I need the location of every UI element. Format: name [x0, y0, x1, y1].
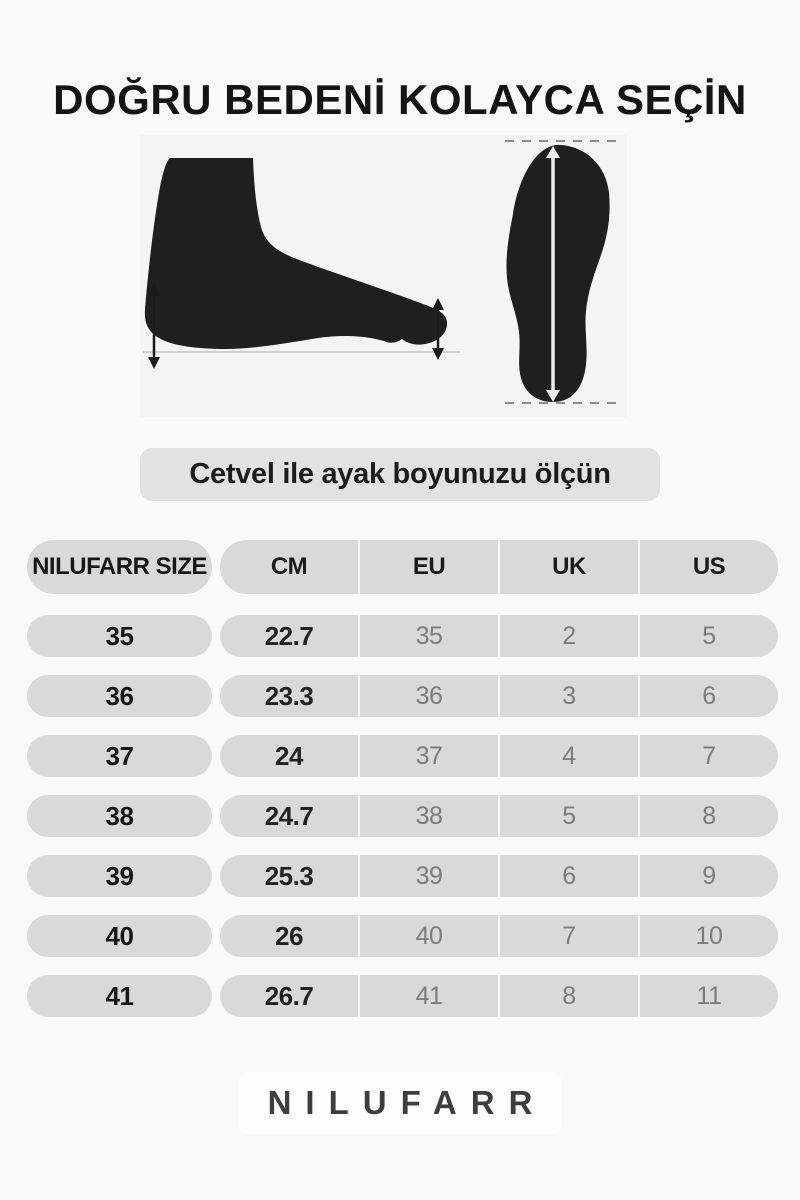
eu-cell: 37: [358, 735, 498, 777]
eu-cell: 39: [358, 855, 498, 897]
size-cell: 35: [27, 615, 212, 657]
table-row: [27, 975, 778, 1017]
size-cell: 36: [27, 675, 212, 717]
eu-cell: 35: [358, 615, 498, 657]
header-col-eu: EU: [358, 540, 498, 594]
us-cell: 11: [638, 975, 778, 1017]
instruction-label-text: Cetvel ile ayak boyunuzu ölçün: [189, 458, 611, 490]
cm-cell: 24.7: [264, 800, 314, 831]
foot-side-silhouette-icon: [145, 158, 447, 349]
cm-cell: 26.7: [264, 980, 314, 1011]
uk-cell: 3: [498, 675, 638, 717]
page-title: DOĞRU BEDENİ KOLAYCA SEÇİN: [53, 76, 747, 123]
table-row: [27, 795, 778, 837]
header-columns-block: [220, 540, 778, 594]
cm-cell: 22.7: [264, 620, 314, 651]
cm-cell: 24: [275, 740, 303, 771]
uk-cell: 8: [498, 975, 638, 1017]
table-row: [27, 615, 778, 657]
us-cell: 8: [638, 795, 778, 837]
brand-logo-container: [239, 1072, 561, 1134]
values-block: [220, 975, 778, 1017]
size-cell: 38: [27, 795, 212, 837]
foot-measurement-svg: [140, 135, 627, 417]
us-cell: 10: [638, 915, 778, 957]
eu-cell: 41: [358, 975, 498, 1017]
values-block: [220, 915, 778, 957]
size-cell: 41: [27, 975, 212, 1017]
uk-cell: 6: [498, 855, 638, 897]
uk-cell: 2: [498, 615, 638, 657]
table-row: [27, 735, 778, 777]
header-size-pill: [27, 540, 212, 594]
table-header-row: [27, 540, 778, 594]
size-cell: 37: [27, 735, 212, 777]
us-cell: 7: [638, 735, 778, 777]
table-row: [27, 915, 778, 957]
foot-measurement-illustration: [140, 135, 627, 417]
size-cell: 39: [27, 855, 212, 897]
us-cell: 6: [638, 675, 778, 717]
us-cell: 5: [638, 615, 778, 657]
header-size-label: NILUFARR SIZE: [32, 553, 207, 580]
values-block: [220, 795, 778, 837]
brand-logo: NILUFARR: [267, 1084, 547, 1121]
eu-cell: 38: [358, 795, 498, 837]
header-col-us: US: [638, 540, 778, 594]
us-cell: 9: [638, 855, 778, 897]
values-block: [220, 675, 778, 717]
cm-cell: 25.3: [264, 860, 314, 891]
size-cell: 40: [27, 915, 212, 957]
uk-cell: 5: [498, 795, 638, 837]
instruction-label: [140, 448, 660, 501]
values-block: [220, 855, 778, 897]
uk-cell: 4: [498, 735, 638, 777]
header-col-uk: UK: [498, 540, 638, 594]
cm-cell: 26: [275, 920, 303, 951]
values-block: [220, 735, 778, 777]
table-row: [27, 855, 778, 897]
table-row: [27, 675, 778, 717]
header-col-cm: CM: [270, 553, 308, 580]
eu-cell: 40: [358, 915, 498, 957]
values-block: [220, 615, 778, 657]
size-table: [27, 540, 778, 1035]
eu-cell: 36: [358, 675, 498, 717]
uk-cell: 7: [498, 915, 638, 957]
cm-cell: 23.3: [264, 680, 314, 711]
foot-sole-silhouette-icon: [506, 145, 609, 402]
